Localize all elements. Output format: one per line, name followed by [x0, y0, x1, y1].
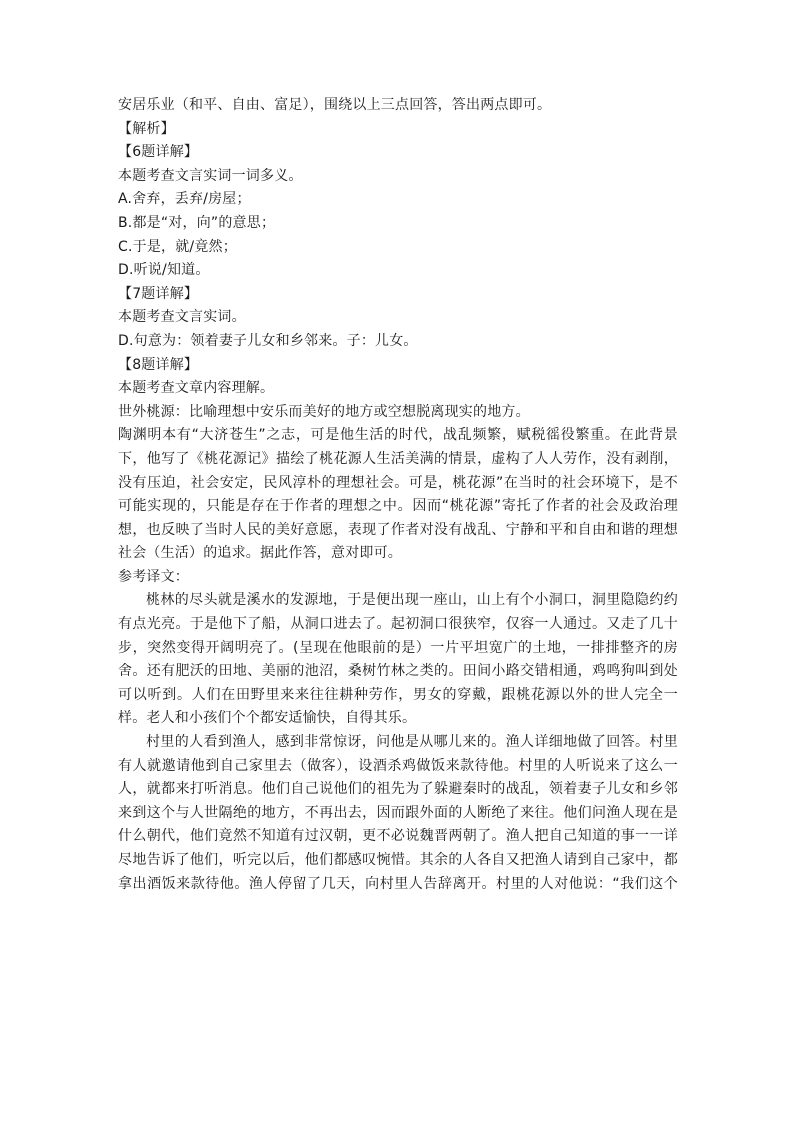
- text-line: 本题考查文章内容理解。: [118, 380, 275, 397]
- text-line: 参考译文：: [118, 568, 189, 585]
- text-line: 本题考查文言实词。: [118, 309, 246, 326]
- text-line: 【7题详解】: [118, 285, 199, 302]
- text-line: 有点光亮。于是他下了船，从洞口进去了。起初洞口很狭窄，仅容一人通过。又走了几十: [118, 616, 678, 633]
- document-body: [118, 94, 678, 896]
- text-line: 【6题详解】: [118, 144, 199, 161]
- text-line: 人，就都来打听消息。他们自己说他们的祖先为了躲避秦时的战乱，领着妻子儿女和乡邻: [118, 781, 678, 798]
- text-line: 步，突然变得开阔明亮了。(呈现在他眼前的是）一片平坦宽广的土地，一排排整齐的房: [118, 639, 678, 656]
- text-line: 陶渊明本有“大济苍生”之志，可是他生活的时代，战乱频繁，赋税徭役繁重。在此背景: [118, 427, 678, 444]
- text-line: 村里的人看到渔人，感到非常惊讶，问他是从哪儿来的。渔人详细地做了回答。村里: [146, 734, 678, 751]
- text-line: 样。老人和小孩们个个都安适愉快，自得其乐。: [118, 710, 417, 727]
- text-line: 没有压迫，社会安定，民风淳朴的理想社会。可是，桃花源”在当时的社会环境下，是不: [118, 474, 678, 491]
- text-line: 可能实现的，只能是存在于作者的理想之中。因而“桃花源”寄托了作者的社会及政治理: [118, 498, 678, 515]
- text-line: 什么朝代，他们竟然不知道有过汉朝，更不必说魏晋两朝了。渔人把自己知道的事一一详: [118, 828, 678, 845]
- text-line: 社会（生活）的追求。据此作答，意对即可。: [118, 545, 402, 562]
- text-line: 世外桃源：比喻理想中安乐而美好的地方或空想脱离现实的地方。: [118, 403, 530, 420]
- text-line: 本题考查文言实词一词多义。: [118, 167, 303, 184]
- text-line: B.都是“对，向”的意思；: [118, 214, 276, 231]
- text-line: 舍。还有肥沃的田地、美丽的池沼，桑树竹林之类的。田间小路交错相通，鸡鸣狗叫到处: [118, 663, 678, 680]
- text-line: 来到这个与人世隔绝的地方，不再出去，因而跟外面的人断绝了来往。他们问渔人现在是: [118, 804, 678, 821]
- text-line: 想，也反映了当时人民的美好意愿，表现了作者对没有战乱、宁静和平和自由和谐的理想: [118, 521, 678, 538]
- text-line: 下，他写了《桃花源记》描绘了桃花源人生活美满的情景，虚构了人人劳作，没有剥削，: [118, 450, 678, 467]
- text-line: D.听说/知道。: [118, 262, 210, 279]
- text-line: 【解析】: [118, 120, 175, 137]
- text-line: A.舍弃，丢弃/房屋；: [118, 191, 251, 208]
- text-line: C.于是，就/竟然；: [118, 238, 237, 255]
- text-line: 有人就邀请他到自己家里去（做客），设酒杀鸡做饭来款待他。村里的人听说来了这么一: [118, 757, 678, 774]
- text-line: 【8题详解】: [118, 356, 199, 373]
- text-line: 拿出酒饭来款待他。渔人停留了几天，向村里人告辞离开。村里的人对他说：“我们这个: [118, 875, 678, 892]
- text-line: 安居乐业（和平、自由、富足），围绕以上三点回答，答出两点即可。: [118, 97, 552, 113]
- text-line: D.句意为：领着妻子儿女和乡邻来。子：儿女。: [118, 332, 418, 349]
- text-line: 可以听到。人们在田野里来来往往耕种劳作，男女的穿戴，跟桃花源以外的世人完全一: [118, 686, 678, 703]
- text-line: 尽地告诉了他们，听完以后，他们都感叹惋惜。其余的人各自又把渔人请到自己家中，都: [118, 852, 678, 868]
- text-line: 桃林的尽头就是溪水的发源地，于是便出现一座山，山上有个小洞口，洞里隐隐约约: [146, 592, 678, 609]
